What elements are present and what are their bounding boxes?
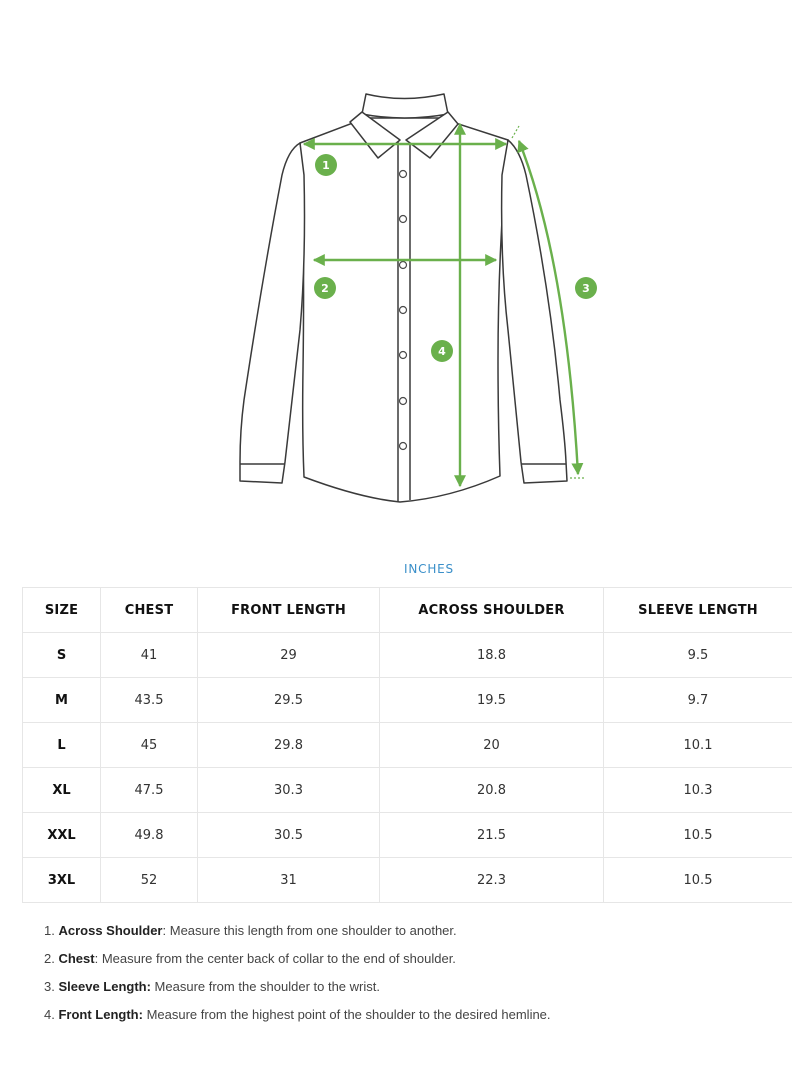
note-separator: : xyxy=(94,951,99,966)
note-term: Sleeve Length: xyxy=(58,979,151,994)
right-sleeve xyxy=(502,140,567,483)
size-cell: 3XL xyxy=(23,858,101,903)
front-length-cell: 29 xyxy=(198,633,380,678)
header-across-shoulder: ACROSS SHOULDER xyxy=(380,588,604,633)
shirt-button xyxy=(400,352,407,359)
chest-cell: 49.8 xyxy=(101,813,198,858)
chest-cell: 52 xyxy=(101,858,198,903)
across-shoulder-cell: 20.8 xyxy=(380,768,604,813)
svg-text:4: 4 xyxy=(438,345,446,358)
note-text: Measure from the center back of collar to the end of shoulder. xyxy=(98,951,456,966)
shirt-button xyxy=(400,398,407,405)
table-row xyxy=(23,768,792,813)
front-length-cell: 30.3 xyxy=(198,768,380,813)
table-row xyxy=(23,813,792,858)
table-row xyxy=(23,633,792,678)
across-shoulder-cell: 18.8 xyxy=(380,633,604,678)
note-number: 3. xyxy=(44,979,55,994)
sleeve-length-cell: 10.5 xyxy=(604,813,792,858)
header-row xyxy=(23,588,792,633)
note-chest xyxy=(44,948,551,976)
sleeve-length-cell: 9.5 xyxy=(604,633,792,678)
note-term: Chest xyxy=(58,951,95,966)
size-cell: XXL xyxy=(23,813,101,858)
header-chest: CHEST xyxy=(101,588,198,633)
shirt-button xyxy=(400,443,407,450)
svg-text:3: 3 xyxy=(582,282,590,295)
sleeve-length-cell: 10.3 xyxy=(604,768,792,813)
note-text: Measure from the highest point of the shoulder to the desired hemline. xyxy=(142,1007,551,1022)
chest-cell: 47.5 xyxy=(101,768,198,813)
front-length-cell: 31 xyxy=(198,858,380,903)
size-cell: M xyxy=(23,678,101,723)
marker-4 xyxy=(431,340,453,362)
note-number: 2. xyxy=(44,951,55,966)
across-shoulder-cell: 19.5 xyxy=(380,678,604,723)
sleeve-length-cell: 9.7 xyxy=(604,678,792,723)
svg-text:2: 2 xyxy=(321,282,329,295)
chest-cell: 45 xyxy=(101,723,198,768)
marker-2 xyxy=(314,277,336,299)
table-row xyxy=(23,723,792,768)
shirt-button xyxy=(400,171,407,178)
unit-label: INCHES xyxy=(404,562,454,576)
across-shoulder-cell: 22.3 xyxy=(380,858,604,903)
left-sleeve xyxy=(240,143,305,483)
note-number: 1. xyxy=(44,923,55,938)
front-length-cell: 29.5 xyxy=(198,678,380,723)
size-cell: S xyxy=(23,633,101,678)
svg-text:1: 1 xyxy=(322,159,330,172)
size-cell: L xyxy=(23,723,101,768)
note-front-length xyxy=(44,1004,551,1032)
shirt-button xyxy=(400,262,407,269)
size-chart-table xyxy=(22,587,792,903)
chest-cell: 43.5 xyxy=(101,678,198,723)
shirt-button xyxy=(400,216,407,223)
shirt-button xyxy=(400,307,407,314)
front-length-cell: 29.8 xyxy=(198,723,380,768)
note-separator: : xyxy=(162,923,167,938)
sleeve-length-cell: 10.5 xyxy=(604,858,792,903)
shirt-outline xyxy=(240,94,567,502)
sleeve-length-cell: 10.1 xyxy=(604,723,792,768)
size-cell: XL xyxy=(23,768,101,813)
note-number: 4. xyxy=(44,1007,55,1022)
table-row xyxy=(23,858,792,903)
across-shoulder-cell: 21.5 xyxy=(380,813,604,858)
note-term: Front Length: xyxy=(58,1007,143,1022)
chest-cell: 41 xyxy=(101,633,198,678)
note-term: Across Shoulder xyxy=(58,923,163,938)
size-chart-header xyxy=(23,588,792,633)
marker-1 xyxy=(315,154,337,176)
measurement-notes xyxy=(44,920,551,1032)
marker-3 xyxy=(575,277,597,299)
header-size: SIZE xyxy=(23,588,101,633)
table-row xyxy=(23,678,792,723)
size-chart-body xyxy=(23,633,792,903)
note-text: Measure from the shoulder to the wrist. xyxy=(150,979,380,994)
front-length-cell: 30.5 xyxy=(198,813,380,858)
across-shoulder-cell: 20 xyxy=(380,723,604,768)
note-text: Measure this length from one shoulder to another. xyxy=(166,923,457,938)
note-sleeve-length xyxy=(44,976,551,1004)
header-sleeve-length: SLEEVE LENGTH xyxy=(604,588,792,633)
shirt-collar-stand xyxy=(362,94,448,118)
header-front-length: FRONT LENGTH xyxy=(198,588,380,633)
note-across-shoulder xyxy=(44,920,551,948)
